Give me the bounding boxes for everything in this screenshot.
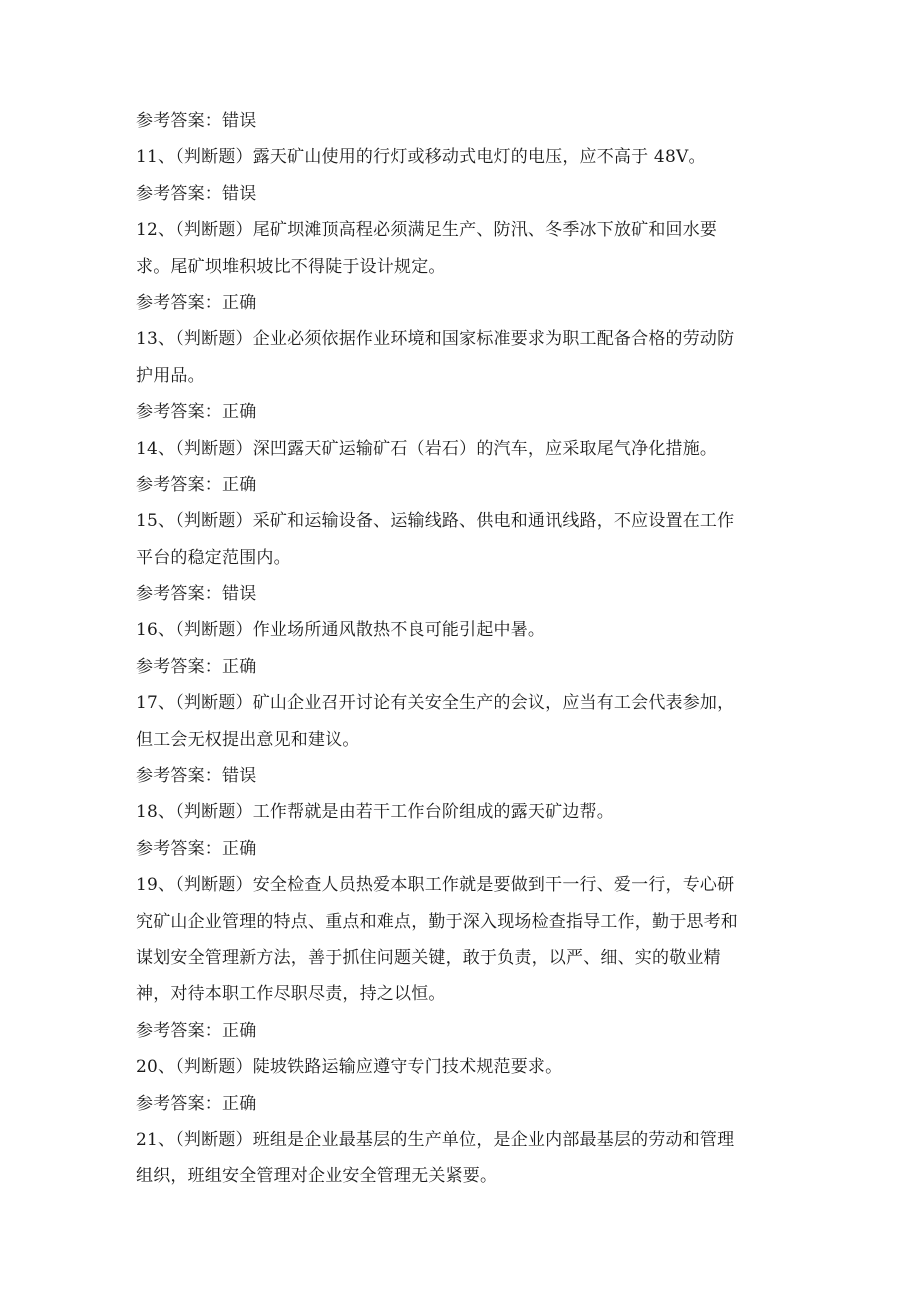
question-14-line-1: 14、（判断题）深凹露天矿运输矿石（岩石）的汽车，应采取尾气净化措施。 — [136, 438, 718, 459]
answer-line-17: 参考答案：错误 — [136, 766, 257, 787]
question-19-line-3: 谋划安全管理新方法，善于抓住问题关键，敢于负责，以严、细、实的敬业精 — [136, 947, 721, 968]
answer-line-20: 参考答案：正确 — [136, 1093, 257, 1114]
question-17-line-1: 17、（判断题）矿山企业召开讨论有关安全生产的会议，应当有工会代表参加， — [136, 693, 735, 714]
question-12-line-2: 求。尾矿坝堆积坡比不得陡于设计规定。 — [136, 256, 446, 277]
answer-line-15: 参考答案：错误 — [136, 584, 257, 605]
answer-line-19: 参考答案：正确 — [136, 1020, 257, 1041]
answer-line-12: 参考答案：正确 — [136, 292, 257, 313]
answer-line-11: 参考答案：错误 — [136, 183, 257, 204]
question-13-line-2: 护用品。 — [136, 365, 205, 386]
answer-line-18: 参考答案：正确 — [136, 838, 257, 859]
question-19-line-2: 究矿山企业管理的特点、重点和难点，勤于深入现场检查指导工作，勤于思考和 — [136, 911, 738, 932]
answer-line-14: 参考答案：正确 — [136, 474, 257, 495]
question-20-line-1: 20、（判断题）陡坡铁路运输应遵守专门技术规范要求。 — [136, 1057, 563, 1078]
question-13-line-1: 13、（判断题）企业必须依据作业环境和国家标准要求为职工配备合格的劳动防 — [136, 329, 735, 350]
document-body — [136, 103, 788, 1195]
question-15-line-1: 15、（判断题）采矿和运输设备、运输线路、供电和通讯线路，不应设置在工作 — [136, 511, 735, 532]
answer-line-10: 参考答案：错误 — [136, 111, 257, 131]
question-21-line-2: 组织，班组安全管理对企业安全管理无关紧要。 — [136, 1166, 498, 1187]
question-15-line-2: 平台的稳定范围内。 — [136, 547, 291, 568]
question-17-line-2: 但工会无权提出意见和建议。 — [136, 729, 360, 750]
answer-line-13: 参考答案：正确 — [136, 402, 257, 423]
question-18-line-1: 18、（判断题）工作帮就是由若干工作台阶组成的露天矿边帮。 — [136, 802, 614, 823]
answer-line-16: 参考答案：正确 — [136, 656, 257, 677]
question-19-line-1: 19、（判断题）安全检查人员热爱本职工作就是要做到干一行、爱一行，专心研 — [136, 875, 735, 896]
question-11-line-1: 11、（判断题）露天矿山使用的行灯或移动式电灯的电压，应不高于 48V。 — [136, 147, 706, 168]
question-16-line-1: 16、（判断题）作业场所通风散热不良可能引起中暑。 — [136, 620, 546, 641]
question-12-line-1: 12、（判断题）尾矿坝滩顶高程必须满足生产、防汛、冬季冰下放矿和回水要 — [136, 220, 718, 241]
question-21-line-1: 21、（判断题）班组是企业最基层的生产单位，是企业内部最基层的劳动和管理 — [136, 1129, 735, 1150]
question-19-line-4: 神，对待本职工作尽职尽责，持之以恒。 — [136, 984, 446, 1005]
